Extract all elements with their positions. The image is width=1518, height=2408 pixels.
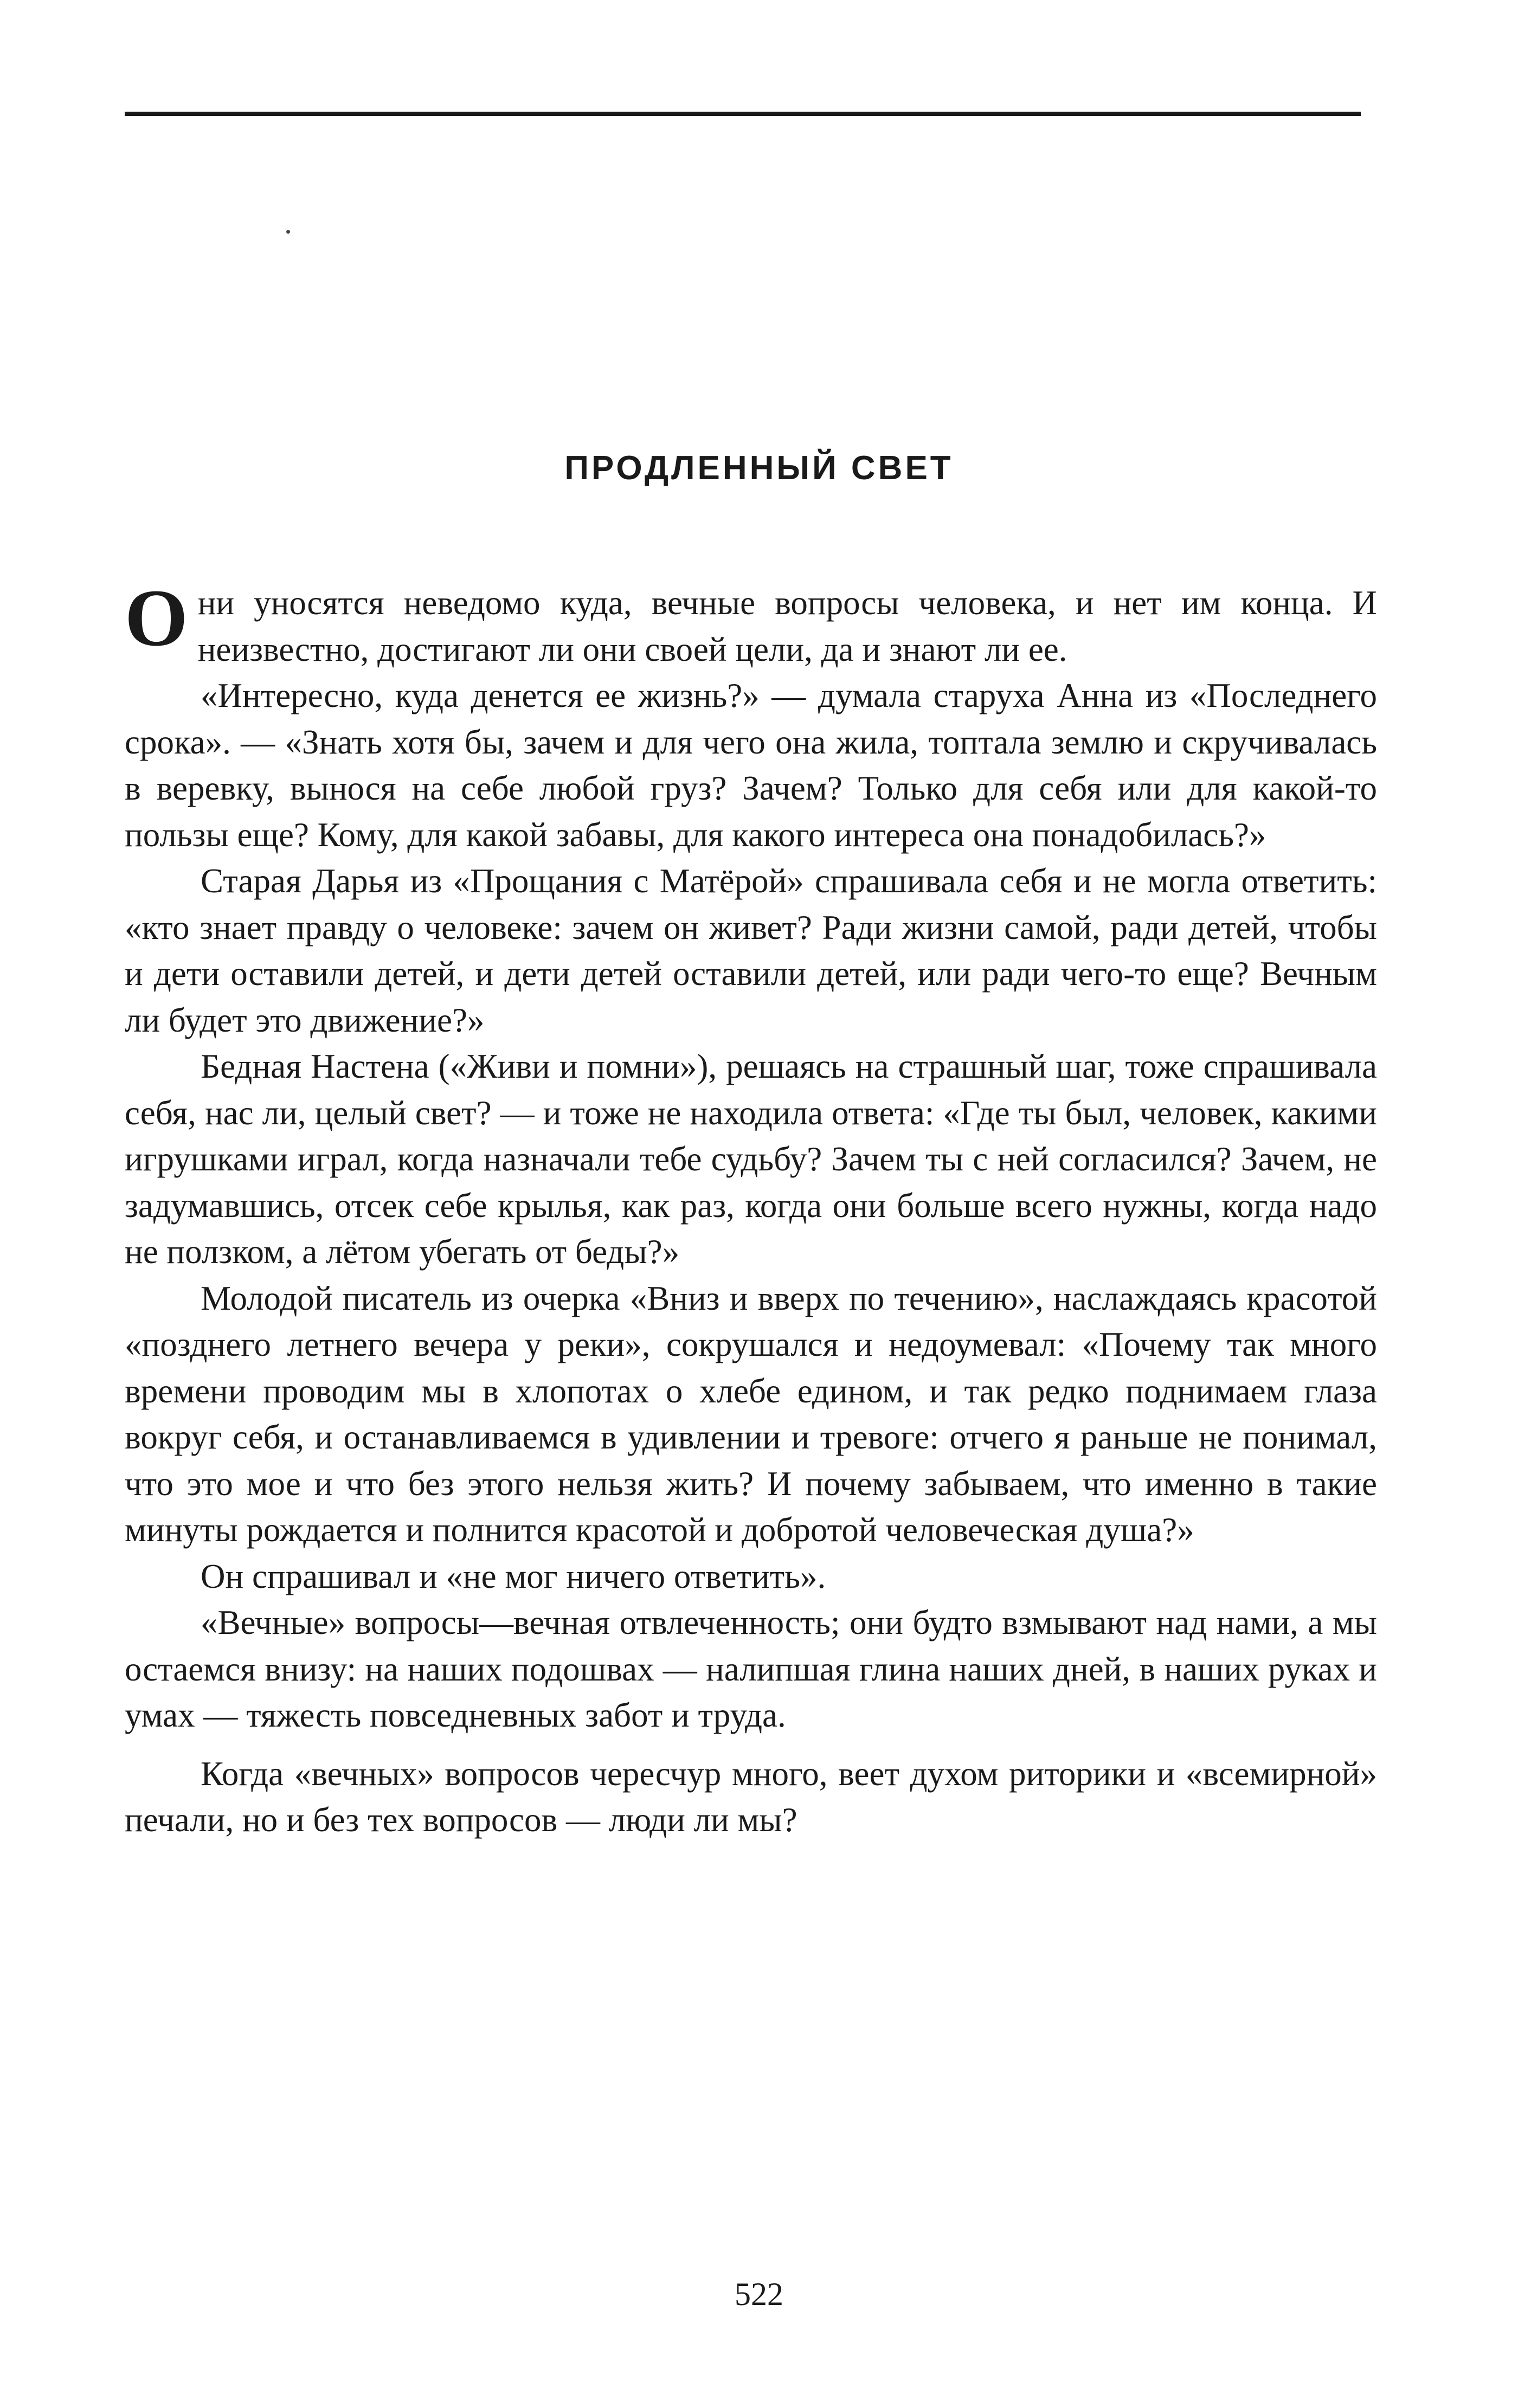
print-speck (286, 230, 290, 234)
paragraph-1-text: ни уносятся неведомо куда, вечные вопросы человека, и нет им конца. И неизвестно, достигают ли они своей цели, да и знают ли ее. (197, 584, 1377, 668)
paragraph-7: «Вечные» вопросы—вечная отвлеченность; они будто взмывают над нами, а мы остаемся внизу: на наших подошвах — налипшая глина наших дней, в наших руках и умах — тяжесть повседневных забот и труда. (125, 1604, 1377, 1734)
paragraph-6: Он спрашивал и «не мог ничего ответить». (201, 1557, 826, 1595)
body-text (125, 573, 1377, 1844)
top-rule (125, 112, 1361, 116)
paragraph-1 (125, 573, 1377, 673)
paragraph-3: Старая Дарья из «Прощания с Матёрой» спрашивала себя и не могла ответить: «кто знает правду о человеке: зачем он живет? Ради жизни самой, ради детей, чтобы и дети оставили детей, и дети детей оставили детей, или ради чего-то еще? Вечным ли будет это движение?» (125, 862, 1377, 1039)
page-number: 522 (735, 2276, 783, 2312)
paragraph-5: Молодой писатель из очерка «Вниз и вверх по течению», наслаждаясь красотой «позднего летнего вечера у реки», сокрушался и недоумевал: «Почему так много времени проводим мы в хлопотах о хлебе едином, и так редко поднимаем глаза вокруг себя, и останавливаемся в удивлении и тревоге: отчего я раньше не понимал, что это мое и что без этого нельзя жить? И почему забываем, что именно в такие минуты рождается и полнится красотой и добротой человеческая душа?» (125, 1279, 1377, 1549)
chapter-title: ПРОДЛЕННЫЙ СВЕТ (564, 449, 954, 487)
drop-cap: О (125, 573, 188, 663)
paragraph-4: Бедная Настена («Живи и помни»), решаясь на страшный шаг, тоже спрашивала себя, нас ли, целый свет? — и тоже не находила ответа: «Где ты был, человек, какими игрушками играл, когда назначали тебе судьбу? Зачем ты с ней согласился? Зачем, не задумавшись, отсек себе крылья, как раз, когда они больше всего нужны, когда надо не ползком, а лётом убегать от беды?» (125, 1047, 1377, 1271)
paragraph-2: «Интересно, куда денется ее жизнь?» — думала старуха Анна из «Последнего срока». — «Знать хотя бы, зачем и для чего она жила, топтала землю и скручивалась в веревку, вынося на себе любой груз? Зачем? Только для себя или для какой-то пользы еще? Кому, для какой забавы, для какого интереса она понадобилась?» (125, 677, 1377, 854)
paragraph-8: Когда «вечных» вопросов чересчур много, веет духом риторики и «всемирной» печали, но и без тех вопросов — люди ли мы? (125, 1754, 1377, 1839)
